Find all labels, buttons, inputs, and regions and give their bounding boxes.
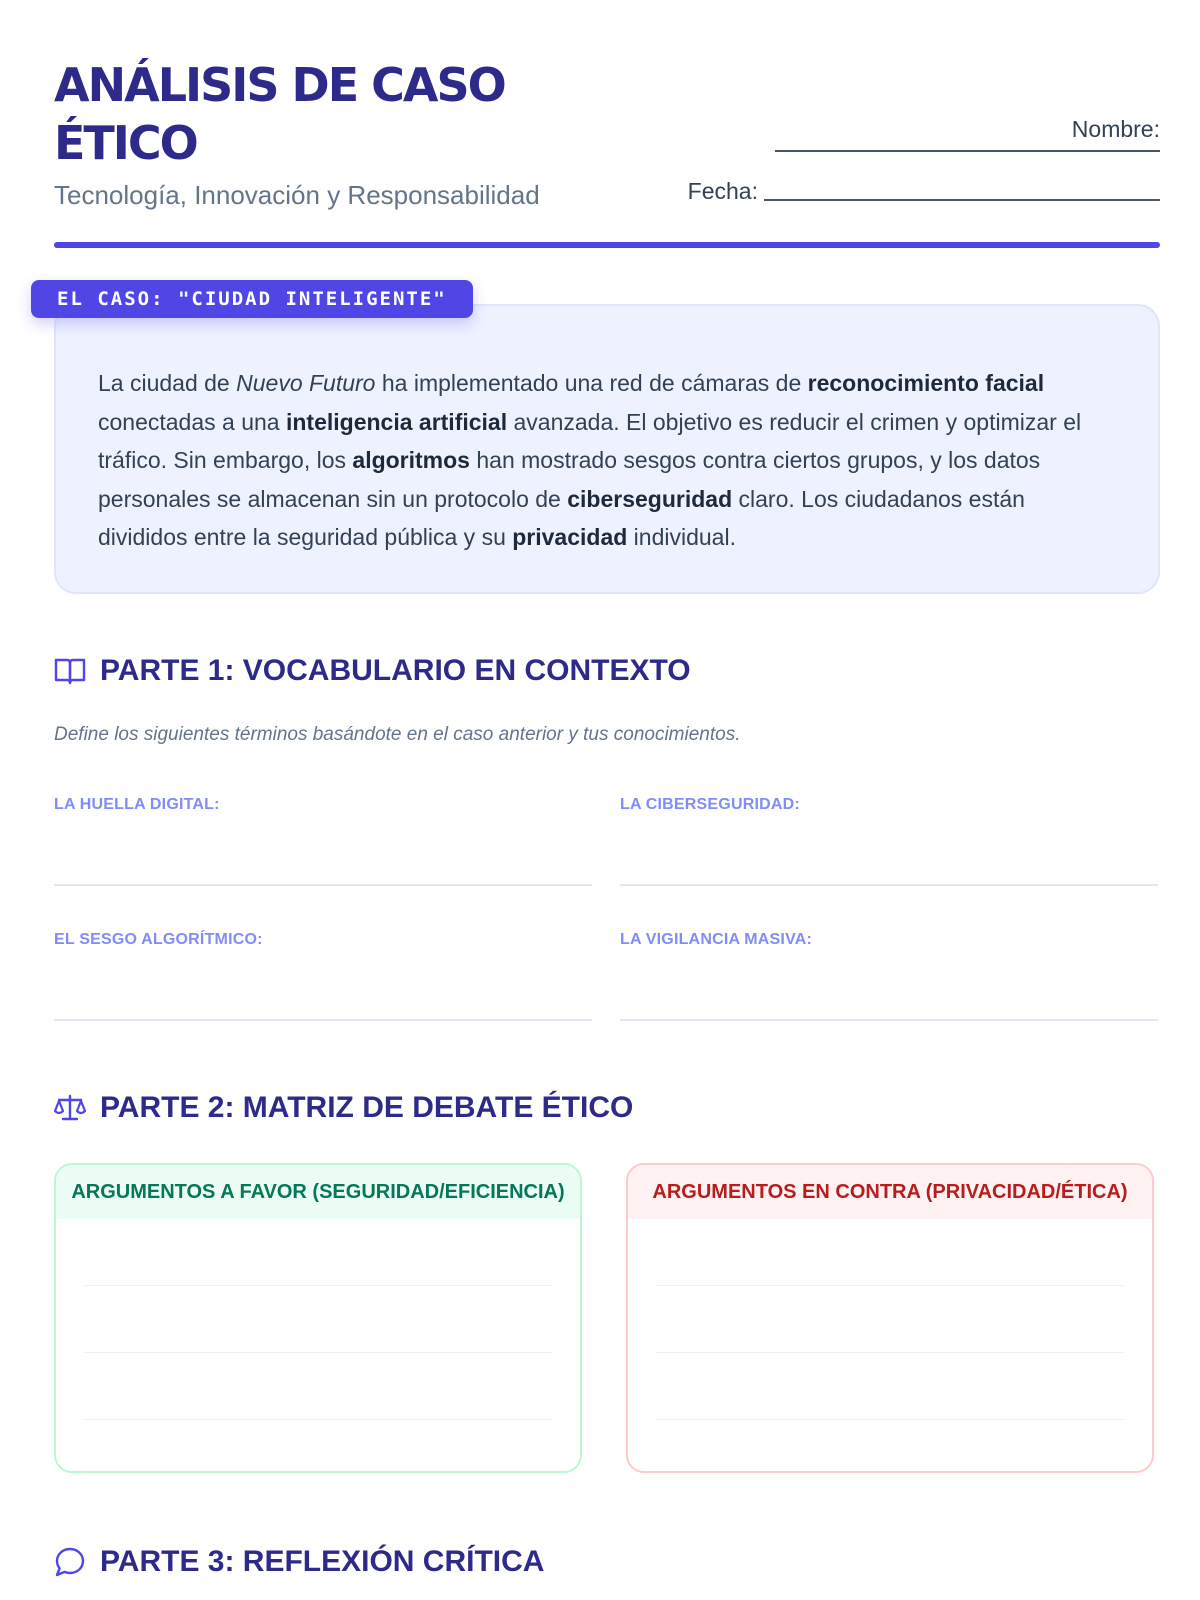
speech-bubble-icon	[54, 1546, 86, 1578]
case-description	[54, 304, 1160, 594]
contra-arguments-box[interactable]	[626, 1163, 1154, 1473]
vocab-field[interactable]	[620, 794, 1158, 886]
case-text: ha implementado una red de cámaras de	[375, 370, 808, 396]
vocab-label: LA VIGILANCIA MASIVA:	[620, 931, 813, 948]
answer-line	[84, 1285, 552, 1286]
answer-line	[656, 1419, 1124, 1420]
vocab-field[interactable]	[54, 929, 592, 1021]
vocab-label: LA HUELLA DIGITAL:	[54, 796, 220, 813]
part1-title-text: PARTE 1: VOCABULARIO EN CONTEXTO	[100, 654, 691, 687]
book-icon	[54, 656, 86, 686]
part3-title	[54, 1545, 544, 1579]
part3-title-text: PARTE 3: REFLEXIÓN CRÍTICA	[100, 1545, 545, 1578]
name-field[interactable]	[775, 150, 1160, 152]
case-keyword: ciberseguridad	[567, 485, 733, 512]
answer-line	[656, 1352, 1124, 1353]
favor-title: ARGUMENTOS A FAVOR (SEGURIDAD/EFICIENCIA)	[56, 1165, 580, 1219]
case-badge: EL CASO: "CIUDAD INTELIGENTE"	[31, 280, 473, 318]
case-keyword: privacidad	[512, 524, 628, 550]
case-text: individual.	[627, 524, 736, 550]
name-label: Nombre:	[1071, 116, 1160, 142]
answer-line	[84, 1419, 552, 1420]
favor-arguments-box[interactable]	[54, 1163, 582, 1473]
case-text: claro. Los ciudadanos están divididos entre la seguridad pública y su	[98, 485, 1025, 550]
date-field[interactable]	[764, 199, 1160, 201]
date-label: Fecha:	[687, 178, 758, 204]
page-title: ANÁLISIS DE CASO ÉTICO	[54, 58, 505, 170]
answer-line	[84, 1352, 552, 1353]
case-text: avanzada. El objetivo es reducir el crimen y optimizar el tráfico. Sin embargo, los	[98, 408, 1082, 473]
vocab-field[interactable]	[54, 794, 592, 886]
case-city-name: Nuevo Futuro	[236, 370, 376, 396]
vocab-label: EL SESGO ALGORÍTMICO:	[54, 931, 263, 948]
part2-title-text: PARTE 2: MATRIZ DE DEBATE ÉTICO	[100, 1091, 634, 1124]
contra-title: ARGUMENTOS EN CONTRA (PRIVACIDAD/ÉTICA)	[628, 1165, 1152, 1219]
vocab-field[interactable]	[620, 929, 1158, 1021]
date-row	[688, 178, 1160, 205]
case-text: conectadas a una	[98, 408, 286, 435]
case-text: La ciudad de	[98, 370, 237, 396]
answer-line	[656, 1285, 1124, 1286]
case-keyword: inteligencia artificial	[285, 408, 508, 435]
scale-icon	[54, 1093, 86, 1123]
case-keyword: algoritmos	[352, 447, 470, 473]
part2-title	[54, 1091, 633, 1125]
worksheet-page	[54, 0, 1160, 1600]
header	[54, 56, 1160, 246]
header-divider	[54, 242, 1160, 248]
case-keyword: reconocimiento facial	[807, 370, 1045, 396]
case-text: han mostrado sesgos contra ciertos grupos, y los datos personales se almacenan sin un protocolo de	[98, 447, 1041, 512]
vocab-label: LA CIBERSEGURIDAD:	[620, 796, 800, 813]
page-subtitle: Tecnología, Innovación y Responsabilidad	[54, 180, 540, 210]
part1-title	[54, 654, 691, 688]
part1-instructions: Define los siguientes términos basándote en el caso anterior y tus conocimientos.	[54, 724, 741, 745]
